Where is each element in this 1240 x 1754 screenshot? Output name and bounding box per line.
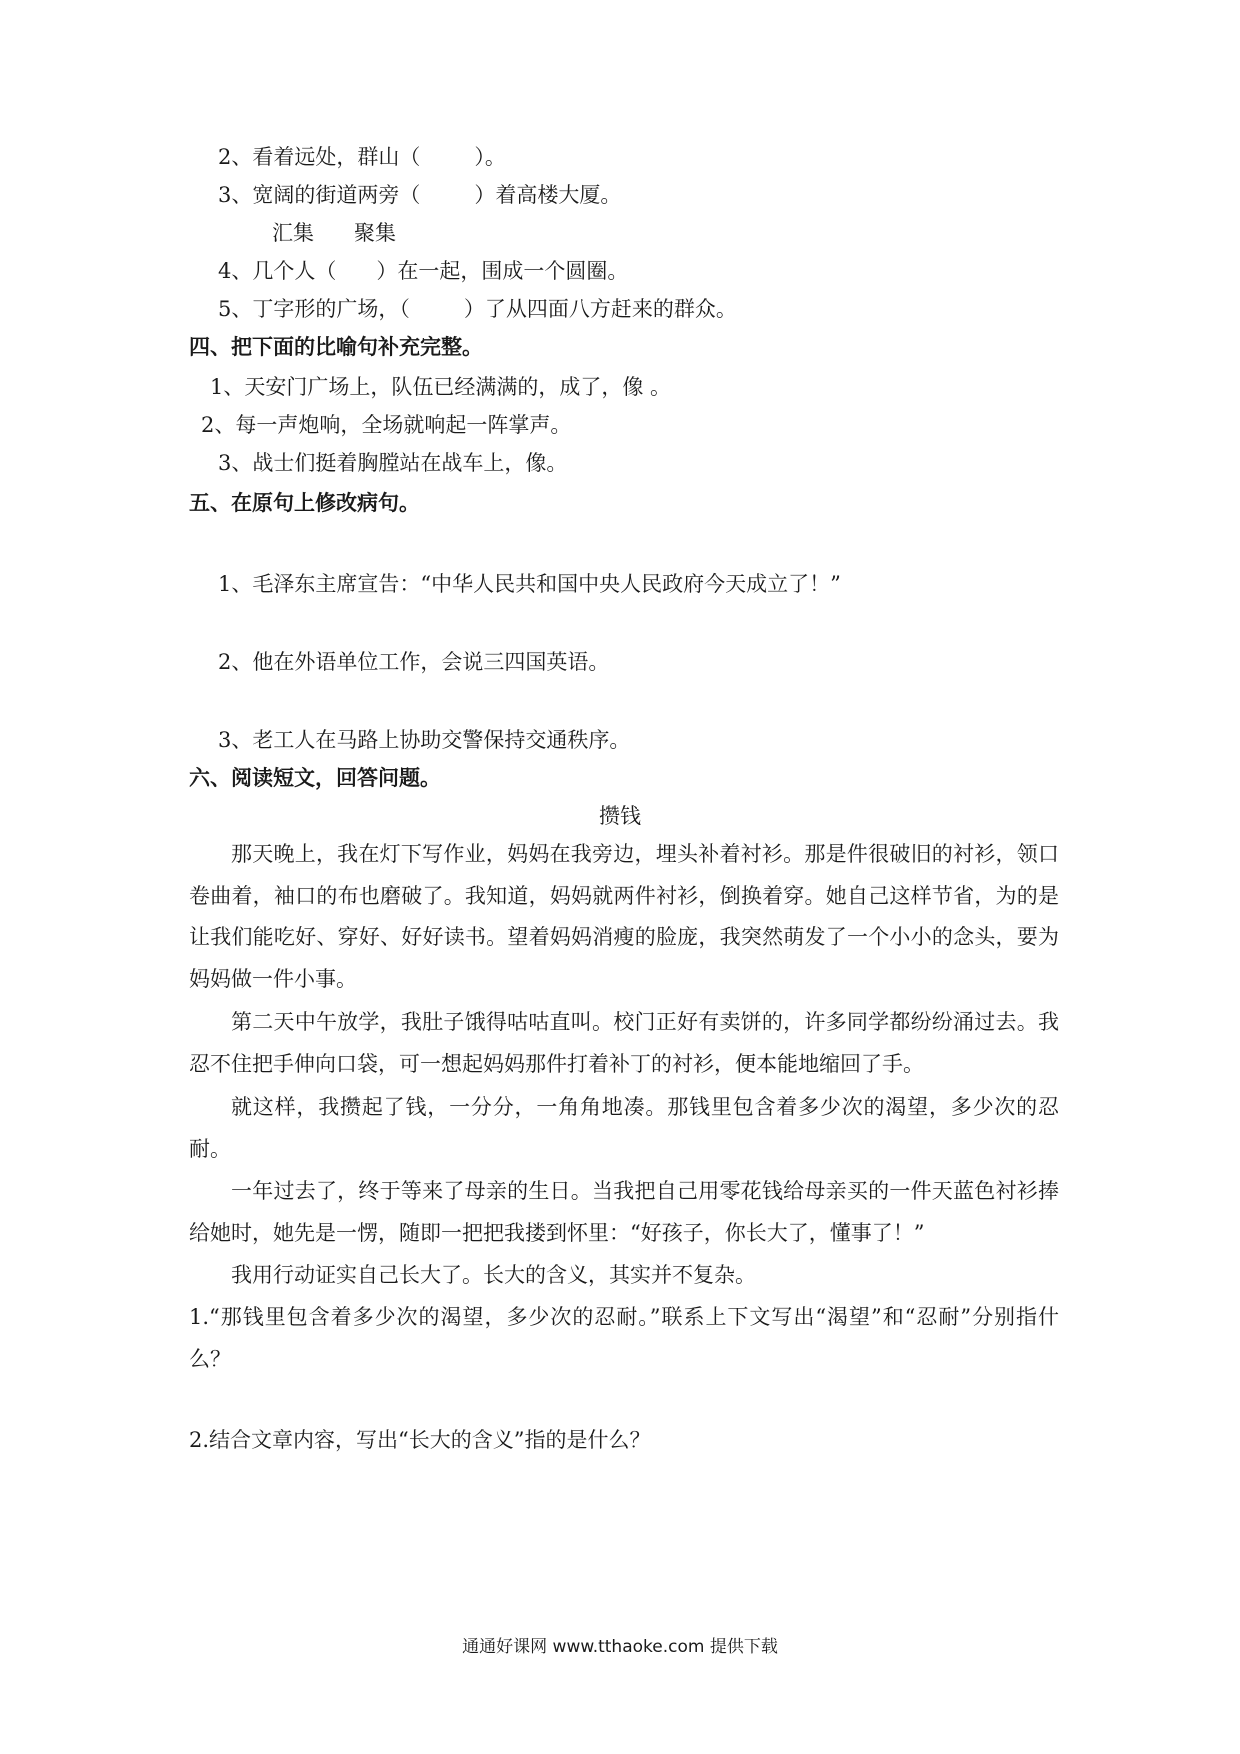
q3-text-b: ）着高楼大厦。 bbox=[474, 183, 622, 207]
q3-text-a: 3、宽阔的街道两旁（ bbox=[218, 183, 421, 207]
section3-q4 bbox=[218, 256, 628, 286]
section4-item-3: 3、战士们挺着胸膛站在战车上，像。 bbox=[218, 451, 568, 475]
section3-q5 bbox=[218, 294, 737, 324]
section5-item-1: 1、毛泽东主席宣告：“中华人民共和国中央人民政府今天成立了！” bbox=[218, 572, 841, 596]
q5-text-a: 5、丁字形的广场，（ bbox=[218, 297, 410, 321]
section3-q3 bbox=[218, 180, 621, 210]
passage-paragraph-5: 我用行动证实自己长大了。长大的含义，其实并不复杂。 bbox=[231, 1263, 756, 1287]
reading-question-2: 2.结合文章内容，写出“长大的含义”指的是什么？ bbox=[189, 1428, 651, 1452]
passage-paragraph-4: 一年过去了，终于等来了母亲的生日。当我把自己用零花钱给母亲买的一件天蓝色衬衫捧给她时，她先是一愣，随即一把把我搂到怀里：“好孩子，你长大了，懂事了！” bbox=[189, 1179, 1059, 1245]
q4-text-b: ）在一起，围成一个圆圈。 bbox=[376, 259, 629, 283]
section4-heading: 四、把下面的比喻句补充完整。 bbox=[189, 335, 483, 359]
section5-heading: 五、在原句上修改病句。 bbox=[189, 491, 420, 515]
passage-paragraph-2: 第二天中午放学，我肚子饿得咕咕直叫。校门正好有卖饼的，许多同学都纷纷涌过去。我忍不住把手伸向口袋，可一想起妈妈那件打着补丁的衬衫，便本能地缩回了手。 bbox=[189, 1010, 1059, 1076]
footer-credit: 通通好课网 www.tthaoke.com 提供下载 bbox=[462, 1637, 778, 1657]
word-choice: 汇集 bbox=[272, 221, 314, 245]
passage-title: 攒钱 bbox=[599, 804, 641, 828]
word-choice: 聚集 bbox=[354, 221, 396, 245]
section5-item-2: 2、他在外语单位工作，会说三四国英语。 bbox=[218, 650, 610, 674]
q2-text-a: 2、看着远处，群山（ bbox=[218, 145, 421, 169]
section3-q2 bbox=[218, 142, 506, 172]
q2-text-b: ）。 bbox=[474, 145, 506, 169]
q4-text-a: 4、几个人（ bbox=[218, 259, 337, 283]
section6-heading: 六、阅读短文，回答问题。 bbox=[189, 766, 441, 790]
section4-item-2: 2、每一声炮响，全场就响起一阵掌声。 bbox=[201, 413, 572, 437]
passage-paragraph-1: 那天晚上，我在灯下写作业，妈妈在我旁边，埋头补着衬衫。那是件很破旧的衬衫，领口卷曲着，袖口的布也磨破了。我知道，妈妈就两件衬衫，倒换着穿。她自己这样节省，为的是让我们能吃好、穿好、好好读书。望着妈妈消瘦的脸庞，我突然萌发了一个小小的念头，要为妈妈做一件小事。 bbox=[189, 842, 1059, 991]
passage-paragraph-3: 就这样，我攒起了钱，一分分，一角角地凑。那钱里包含着多少次的渴望，多少次的忍耐。 bbox=[189, 1095, 1059, 1161]
section5-item-3: 3、老工人在马路上协助交警保持交通秩序。 bbox=[218, 728, 631, 752]
word-choices-2 bbox=[272, 218, 396, 248]
section4-item-1: 1、天安门广场上，队伍已经满满的，成了，像 。 bbox=[210, 375, 672, 399]
reading-question-1: 1.“那钱里包含着多少次的渴望，多少次的忍耐。”联系上下文写出“渴望”和“忍耐”分别指什么？ bbox=[189, 1305, 1059, 1371]
q5-text-b: ）了从四面八方赶来的群众。 bbox=[463, 297, 737, 321]
